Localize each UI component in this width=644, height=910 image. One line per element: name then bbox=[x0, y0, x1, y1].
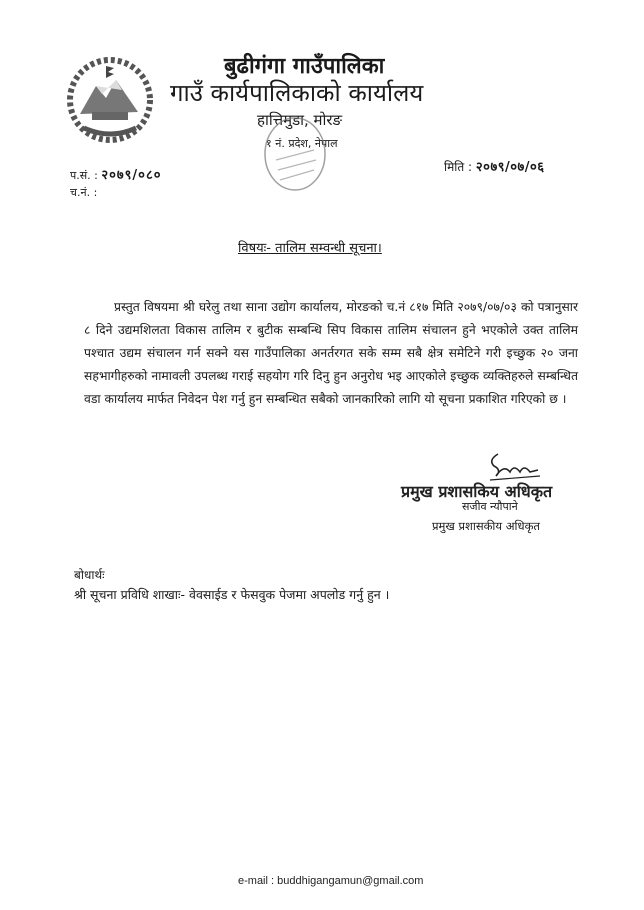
notice-body: प्रस्तुत विषयमा श्री घरेलु तथा साना उद्योग कार्यालय, मोरङको च.नं ८१७ मिति २०७९/०७/०३ को पत्रानुसार ८ दिने उद्यमशिलता विकास तालिम र बुटीक सम्बन्धि सिप विकास तालिम संचालन हुने भएकोले उक्त तालिम पश्चात उद्यम संचालन गर्न सक्ने यस गाउँपालिका अनर्तरगत सके सम्म सबै क्षेत्र समेटिने गरी इच्छुक २० जना सहभागीहरुको नामावली उपलब्ध गराई सहयोग गरि दिनु हुन अनुरोध भइ आएकोले इच्छुक व्यक्तिहरुले सम्बन्धित वडा कार्यालय मार्फत निवेदन पेश गर्नु हुन सम्बन्धित सबैको जानकारिको लागि यो सूचना प्रकाशित गरिएको छ । bbox=[84, 300, 578, 406]
patra-value: २०७९/०८० bbox=[101, 168, 162, 183]
office-name: गाउँ कार्यपालिकाको कार्यालय bbox=[170, 79, 424, 107]
chalani-number bbox=[70, 185, 97, 200]
chalani-label: च.नं. : bbox=[70, 186, 98, 199]
round-stamp-icon bbox=[262, 114, 328, 194]
emblem-icon bbox=[66, 56, 154, 144]
signatory-title: प्रमुख प्रशासकीय अधिकृत bbox=[432, 519, 540, 533]
patra-label: प.सं. : bbox=[70, 169, 98, 182]
cc-recipient: श्री सूचना प्रविधि शाखाः- वेवसाईड र फेसवुक पेजमा अपलोड गर्नु हुन । bbox=[74, 587, 390, 602]
office-stamp bbox=[262, 114, 328, 194]
letter-date bbox=[444, 157, 545, 175]
signatory-name: सजीव न्यौपाने bbox=[462, 500, 518, 513]
signature-stamp-title: प्रमुख प्रशासकिय अधिकृत bbox=[401, 482, 553, 501]
office-province: १ नं. प्रदेश, नेपाल bbox=[266, 137, 338, 150]
government-emblem-logo bbox=[66, 56, 154, 144]
patra-sankhya bbox=[70, 165, 161, 183]
date-label: मिति : bbox=[444, 160, 473, 174]
date-value: २०७९/०७/०६ bbox=[475, 160, 545, 175]
office-location: हात्तिमुडा, मोरङ bbox=[257, 111, 343, 129]
subject-line: विषयः- तालिम सम्वन्धी सूचना। bbox=[238, 241, 382, 256]
municipality-name: बुढीगंगा गाउँपालिका bbox=[224, 54, 385, 79]
cc-label: बोधार्थः bbox=[74, 568, 105, 582]
footer-email: e-mail : buddhigangamun@gmail.com bbox=[238, 875, 424, 887]
